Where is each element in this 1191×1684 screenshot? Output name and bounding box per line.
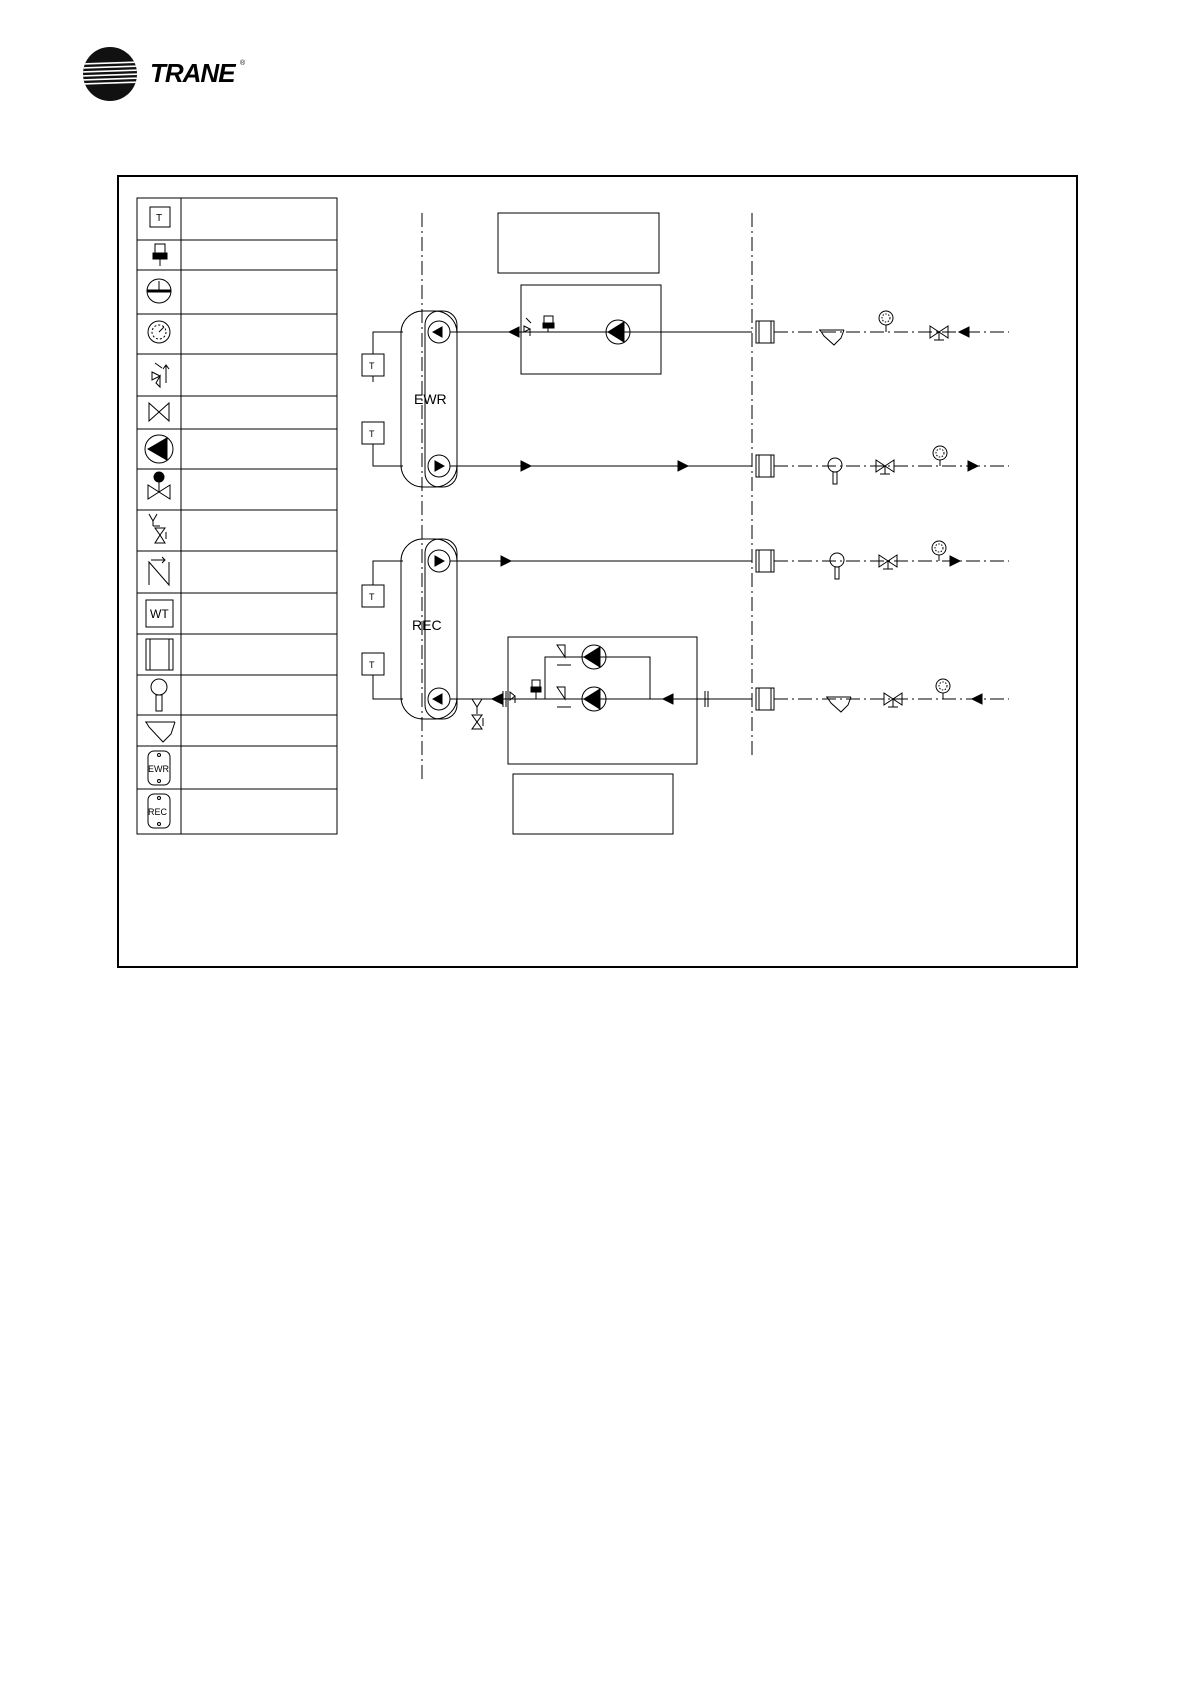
- ewr-inlet-sensor-label: T: [369, 361, 375, 371]
- legend-label-temp-sensor: T: [156, 213, 163, 224]
- ewr-pump-module-label-box: [498, 213, 659, 273]
- brand-name: TRANE: [150, 58, 235, 88]
- air-vent-icon: [153, 244, 167, 266]
- flow-switch-icon: [147, 279, 171, 303]
- strainer-icon: [145, 722, 175, 742]
- pressure-gauge-icon: [148, 321, 170, 343]
- drain-valve-icon: [149, 514, 166, 543]
- flexible-connector-icon: [146, 639, 173, 670]
- rec-label: REC: [412, 617, 442, 633]
- hydraulic-schematic: [119, 177, 1076, 966]
- rec-inlet-sensor-label: T: [369, 660, 375, 670]
- schematic-frame: [117, 175, 1078, 968]
- legend-label-water-treatment: WT: [150, 607, 169, 621]
- ewr-pump-module: [521, 285, 661, 374]
- ewr-outlet-sensor-label: T: [369, 429, 375, 439]
- rec-outlet-sensor-label: T: [369, 592, 375, 602]
- registered-mark: ®: [240, 60, 246, 67]
- pump-icon: [145, 435, 173, 463]
- check-valve-icon: [149, 557, 169, 585]
- rec-pump-module-label-box: [513, 774, 673, 834]
- shutoff-valve-icon: [149, 403, 169, 421]
- motorized-valve-icon: [148, 472, 170, 499]
- ewr-label: EWR: [414, 391, 447, 407]
- legend-label-rec: REC: [148, 807, 168, 817]
- safety-valve-icon: [152, 363, 169, 387]
- thermometer-icon: [151, 679, 167, 711]
- legend-label-ewr: EWR: [148, 764, 169, 774]
